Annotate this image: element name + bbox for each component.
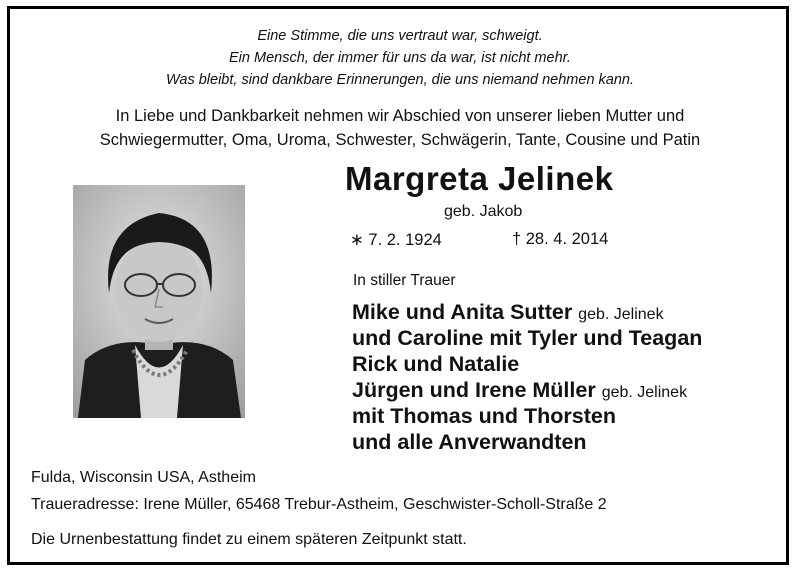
mourner-name: und alle Anverwandten [352,430,587,454]
poem-line-1: Eine Stimme, die uns vertraut war, schweigt. [257,28,543,44]
maiden-name: geb. Jakob [444,203,523,220]
mourner-maiden: geb. Jelinek [601,384,688,401]
mourner-line-1 [352,300,664,325]
mourner-name: Jürgen und Irene Müller [352,378,596,402]
mourner-name: mit Thomas und Thorsten [352,404,616,428]
portrait-photo [73,185,245,418]
mourner-name: Mike und Anita Sutter [352,300,573,324]
mourner-line-2 [352,326,702,351]
address-line: Traueradresse: Irene Müller, 65468 Trebur-Astheim, Geschwister-Scholl-Straße 2 [31,496,607,513]
intro-line-2: Schwiegermutter, Oma, Uroma, Schwester, Schwägerin, Tante, Cousine und Patin [99,131,701,149]
mourner-line-6 [352,430,587,455]
mourner-maiden: geb. Jelinek [578,306,664,323]
birth-date: ∗ 7. 2. 1924 [350,231,442,249]
deceased-name: Margreta Jelinek [345,160,614,197]
places-line: Fulda, Wisconsin USA, Astheim [31,469,256,486]
death-date: † 28. 4. 2014 [512,230,609,248]
burial-note: Die Urnenbestattung findet zu einem späteren Zeitpunkt statt. [31,531,467,548]
mourner-name: Rick und Natalie [352,352,520,376]
mourner-line-4 [352,378,687,403]
poem-line-3: Was bleibt, sind dankbare Erinnerungen, die uns niemand nehmen kann. [165,72,635,88]
mourner-name: und Caroline mit Tyler und Teagan [352,326,703,350]
mourner-line-3 [352,352,519,377]
mourning-heading: In stiller Trauer [353,272,456,289]
intro-line-1: In Liebe und Dankbarkeit nehmen wir Abschied von unserer lieben Mutter und [115,107,685,125]
mourner-line-5 [352,404,616,429]
poem-line-2: Ein Mensch, der immer für uns da war, ist nicht mehr. [229,50,571,66]
